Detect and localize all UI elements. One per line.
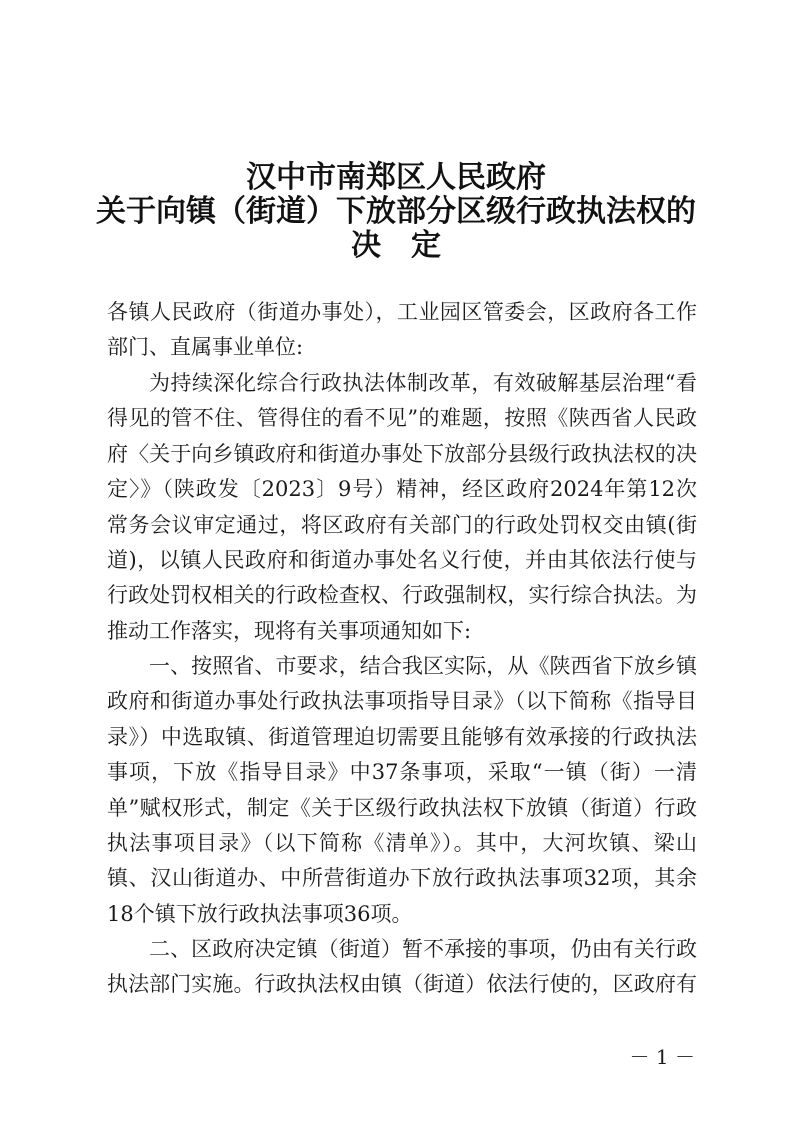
paragraph-line: 得见的管不住、管得住的看不见”的难题，按照《陕西省人民政 — [107, 406, 697, 431]
paragraph-line: 录》）中选取镇、街道管理迫切需要且能够有效承接的行政执法 — [107, 724, 697, 749]
paragraph-line: 常务会议审定通过，将区政府有关部门的行政处罚权交由镇(街 — [107, 512, 697, 537]
document-title-line-1: 汉中市南郑区人民政府 — [246, 160, 546, 195]
paragraph-2 — [107, 649, 697, 932]
addressee-block — [107, 295, 697, 366]
paragraph-line: 镇、汉山街道办、中所营街道办下放行政执法事项32项，其余 — [107, 866, 697, 891]
page-number: － 1 － — [629, 1045, 695, 1069]
paragraph-3 — [107, 932, 697, 1003]
paragraph-line: 二、区政府决定镇（街道）暂不承接的事项，仍由有关行政 — [149, 937, 697, 961]
addressee-line: 各镇人民政府（街道办事处），工业园区管委会，区政府各工作 — [107, 300, 697, 324]
paragraph-line: 推动工作落实，现将有关事项通知如下: — [107, 618, 472, 643]
paragraph-line: 执法事项目录》（以下简称《清单》）。其中，大河坎镇、梁山 — [107, 830, 697, 855]
paragraph-line: 单”赋权形式，制定《关于区级行政执法权下放镇（街道）行政 — [107, 795, 697, 820]
paragraph-line: 执法部门实施。行政执法权由镇（街道）依法行使的，区政府有 — [107, 972, 697, 997]
paragraph-line: 一、按照省、市要求，结合我区实际，从《陕西省下放乡镇 — [149, 654, 697, 678]
paragraph-line: 府〈关于向乡镇政府和街道办事处下放部分县级行政执法权的决 — [107, 441, 697, 466]
paragraph-line: 行政处罚权相关的行政检查权、行政强制权，实行综合执法。为 — [107, 583, 697, 608]
paragraph-line: 为持续深化综合行政执法体制改革，有效破解基层治理“看 — [149, 371, 697, 395]
paragraph-line: 道)，以镇人民政府和街道办事处名义行使，并由其依法行使与 — [107, 547, 697, 572]
paragraph-line: 18个镇下放行政执法事项36项。 — [107, 901, 413, 926]
paragraph-1 — [107, 366, 697, 649]
addressee-line: 部门、直属事业单位: — [107, 335, 304, 360]
paragraph-line: 事项，下放《指导目录》中37条事项，采取“一镇（街）一清 — [107, 760, 697, 785]
paragraph-line: 定〉》（陕政发〔2023〕9号）精神，经区政府2024年第12次 — [107, 477, 697, 502]
document-title-line-3: 决 定 — [351, 228, 441, 263]
document-title-line-2: 关于向镇（街道）下放部分区级行政执法权的 — [96, 194, 696, 229]
paragraph-line: 政府和街道办事处行政执法事项指导目录》（以下简称《指导目 — [107, 689, 697, 714]
